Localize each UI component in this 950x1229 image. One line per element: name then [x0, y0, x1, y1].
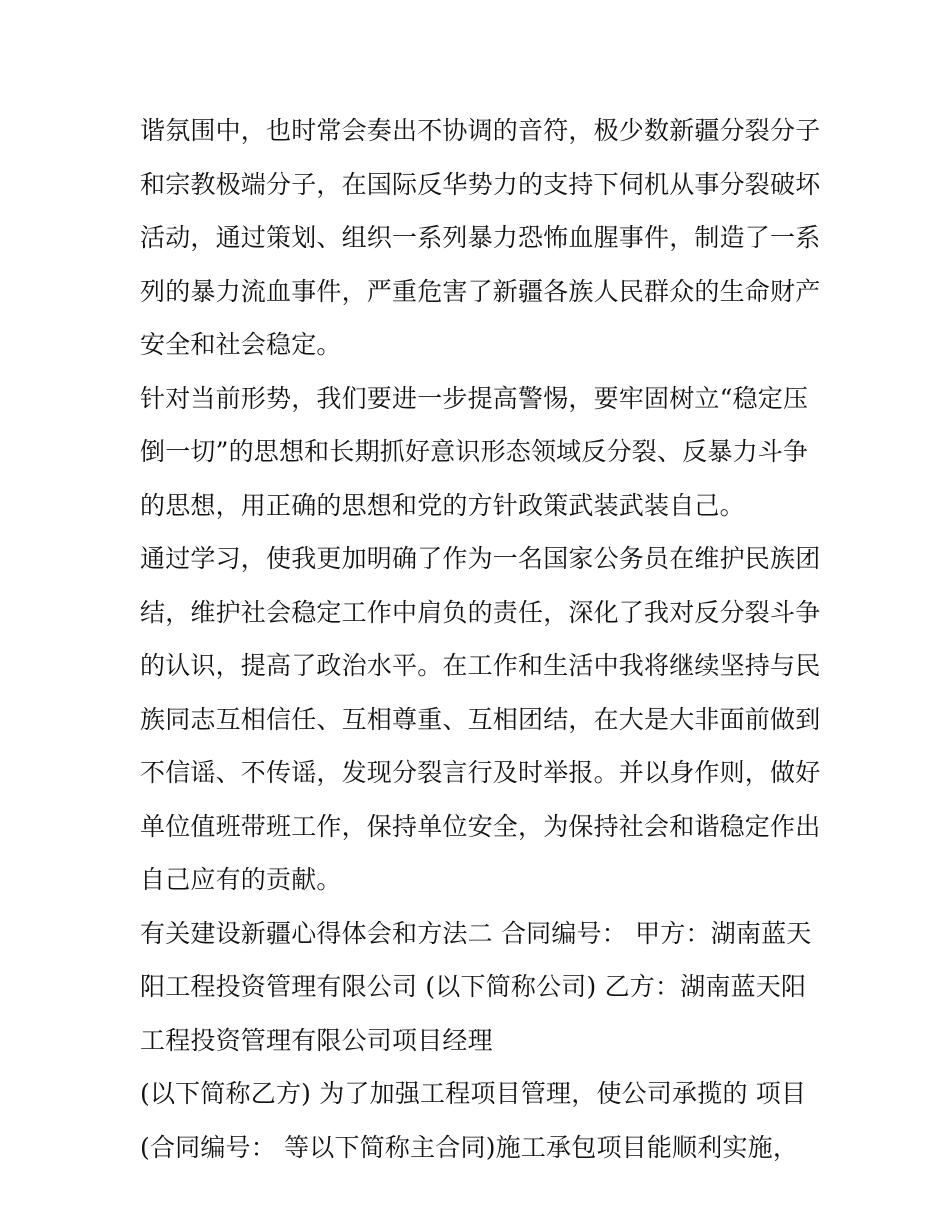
- text-line: 的认识，提高了政治水平。在工作和生活中我将继续坚持与民: [140, 651, 821, 680]
- text-line: 的思想，用正确的思想和党的方针政策武装武装自己。: [140, 490, 745, 520]
- text-line: (合同编号： 等以下简称主合同)施工承包项目能顺利实施，: [140, 1132, 799, 1162]
- text-line: 单位值班带班工作，保持单位安全，为保持社会和谐稳定作出: [140, 811, 821, 841]
- text-line: 工程投资管理有限公司项目经理: [140, 1025, 493, 1055]
- text-line: 结，维护社会稳定工作中肩负的责任，深化了我对反分裂斗争: [140, 597, 821, 627]
- text-line: 活动，通过策划、组织一系列暴力恐怖血腥事件，制造了一系: [140, 223, 821, 252]
- document-body: [140, 104, 830, 1174]
- text-line: (以下简称乙方) 为了加强工程项目管理，使公司承揽的 项目: [140, 1079, 807, 1108]
- text-line: 阳工程投资管理有限公司 (以下简称公司) 乙方：湖南蓝天阳: [140, 972, 807, 1001]
- text-line: 谐氛围中，也时常会奏出不协调的音符，极少数新疆分裂分子: [140, 116, 821, 145]
- text-line: 不信谣、不传谣，发现分裂言行及时举报。并以身作则，做好: [140, 758, 821, 787]
- text-line: 和宗教极端分子，在国际反华势力的支持下伺机从事分裂破坏: [140, 169, 821, 199]
- text-line: 自己应有的贡献。: [140, 865, 342, 894]
- text-line: 针对当前形势，我们要进一步提高警惕，要牢固树立“稳定压: [140, 383, 809, 413]
- text-line: 安全和社会稳定。: [140, 330, 342, 359]
- text-line: 通过学习，使我更加明确了作为一名国家公务员在维护民族团: [140, 544, 821, 573]
- text-line: 倒一切”的思想和长期抓好意识形态领域反分裂、反暴力斗争: [140, 437, 809, 466]
- text-line: 有关建设新疆心得体会和方法二 合同编号： 甲方：湖南蓝天: [140, 918, 812, 948]
- text-line: 族同志互相信任、互相尊重、互相团结，在大是大非面前做到: [140, 704, 821, 734]
- text-line: 列的暴力流血事件，严重危害了新疆各族人民群众的生命财产: [140, 276, 821, 306]
